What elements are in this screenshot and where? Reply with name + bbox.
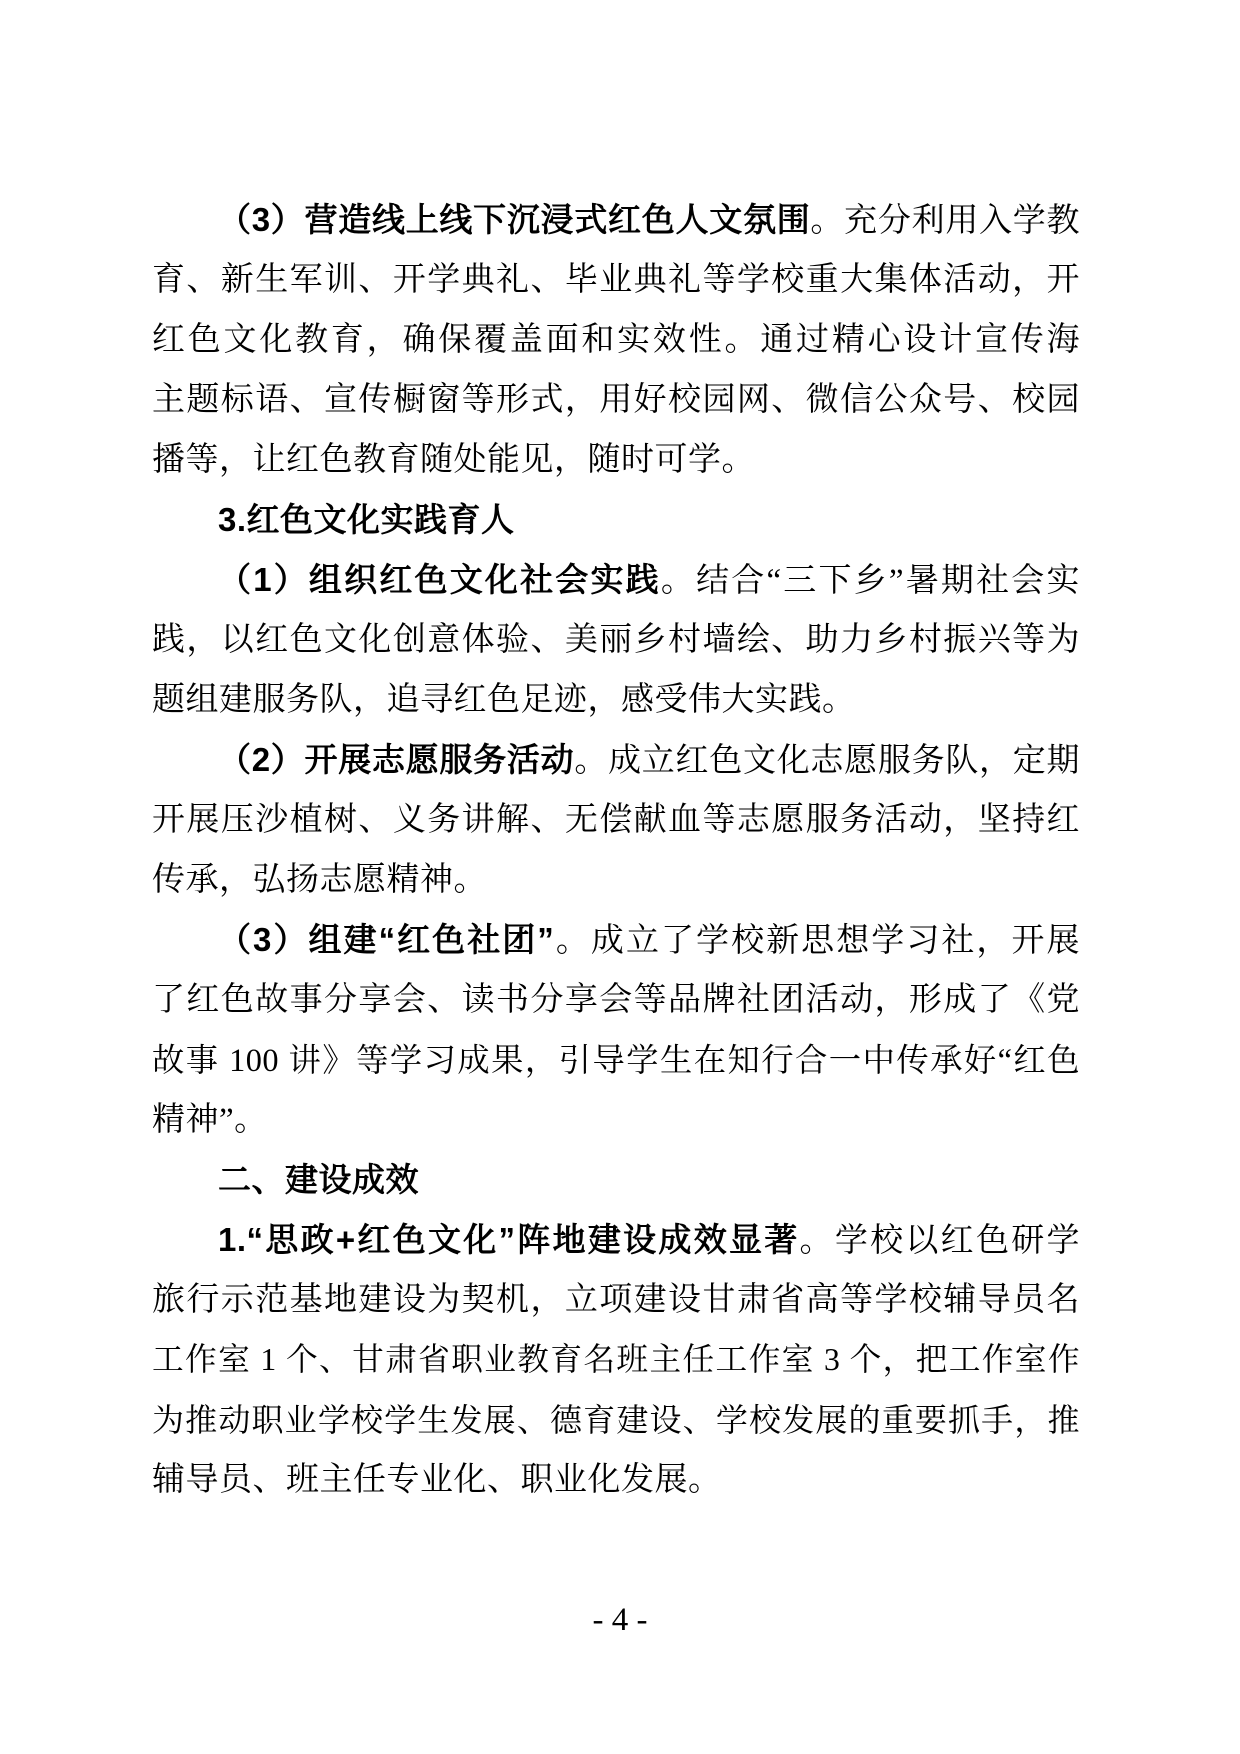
- text-segment: 传承，弘扬志愿精神。: [152, 862, 487, 898]
- text-line: [152, 790, 1080, 850]
- text-line: [152, 370, 1080, 430]
- text-line: [152, 610, 1080, 670]
- text-segment: 开展压沙植树、义务讲解、无偿献血等志愿服务活动，坚持红: [152, 802, 1080, 838]
- bold-text-segment: （3）营造线上线下沉浸式红色人文氛围: [218, 201, 811, 238]
- bold-text-segment: （3）组建“红色社团”: [218, 921, 555, 958]
- bold-text-segment: （2）开展志愿服务活动: [218, 741, 575, 778]
- text-line: [152, 970, 1080, 1030]
- text-segment: 为推动职业学校学生发展、德育建设、学校发展的重要抓手，推: [152, 1402, 1080, 1438]
- text-segment: 。成立了学校新思想学习社，开展: [554, 923, 1080, 959]
- text-segment: 育、新生军训、开学典礼、毕业典礼等学校重大集体活动，开: [152, 262, 1080, 298]
- text-segment: 题组建服务队，追寻红色足迹，感受伟大实践。: [152, 682, 856, 718]
- text-segment: 红色文化教育，确保覆盖面和实效性。通过精心设计宣传海: [152, 322, 1080, 358]
- text-line: [152, 430, 1080, 490]
- text-line: [152, 1030, 1080, 1090]
- text-segment: 。成立红色文化志愿服务队，定期: [574, 743, 1080, 779]
- text-segment: 。结合“三下乡”暑期社会实: [660, 563, 1080, 599]
- text-segment: 旅行示范基地建设为契机，立项建设甘肃省高等学校辅导员名: [152, 1282, 1080, 1318]
- text-line: [152, 1330, 1080, 1390]
- text-line: [152, 730, 1080, 790]
- text-segment: 。充分利用入学教: [810, 203, 1080, 239]
- text-line: [152, 670, 1080, 730]
- text-line: [152, 1210, 1080, 1270]
- text-segment: 主题标语、宣传橱窗等形式，用好校园网、微信公众号、校园: [152, 382, 1080, 418]
- bold-text-segment: 1.“思政+红色文化”阵地建设成效显著: [218, 1221, 800, 1258]
- section-heading: [152, 1150, 1080, 1210]
- text-line: [152, 1090, 1080, 1150]
- text-line: [152, 1450, 1080, 1510]
- page-footer: [0, 1596, 1240, 1644]
- text-line: [152, 1270, 1080, 1330]
- bold-text-segment: 3.红色文化实践育人: [218, 501, 515, 538]
- bold-text-segment: 二、建设成效: [218, 1161, 419, 1198]
- section-heading: [152, 490, 1080, 550]
- text-line: [152, 1390, 1080, 1450]
- text-segment: 了红色故事分享会、读书分享会等品牌社团活动，形成了《党: [152, 982, 1080, 1018]
- text-segment: 播等，让红色教育随处能见，随时可学。: [152, 442, 755, 478]
- text-segment: 精神”。: [152, 1102, 268, 1138]
- text-line: [152, 190, 1080, 250]
- text-segment: 。学校以红色研学: [799, 1223, 1080, 1259]
- text-line: [152, 310, 1080, 370]
- page-number: - 4 -: [592, 1602, 648, 1638]
- text-segment: 工作室 1 个、甘肃省职业教育名班主任工作室 3 个，把工作室作: [152, 1342, 1080, 1377]
- text-line: [152, 850, 1080, 910]
- document-body: [152, 190, 1080, 1510]
- text-line: [152, 250, 1080, 310]
- text-line: [152, 550, 1080, 610]
- text-line: [152, 910, 1080, 970]
- bold-text-segment: （1）组织红色文化社会实践: [218, 561, 661, 598]
- text-segment: 辅导员、班主任专业化、职业化发展。: [152, 1462, 722, 1498]
- text-segment: 故事 100 讲》等学习成果，引导学生在知行合一中传承好“红色: [152, 1042, 1080, 1078]
- text-segment: 践，以红色文化创意体验、美丽乡村墙绘、助力乡村振兴等为: [152, 622, 1080, 658]
